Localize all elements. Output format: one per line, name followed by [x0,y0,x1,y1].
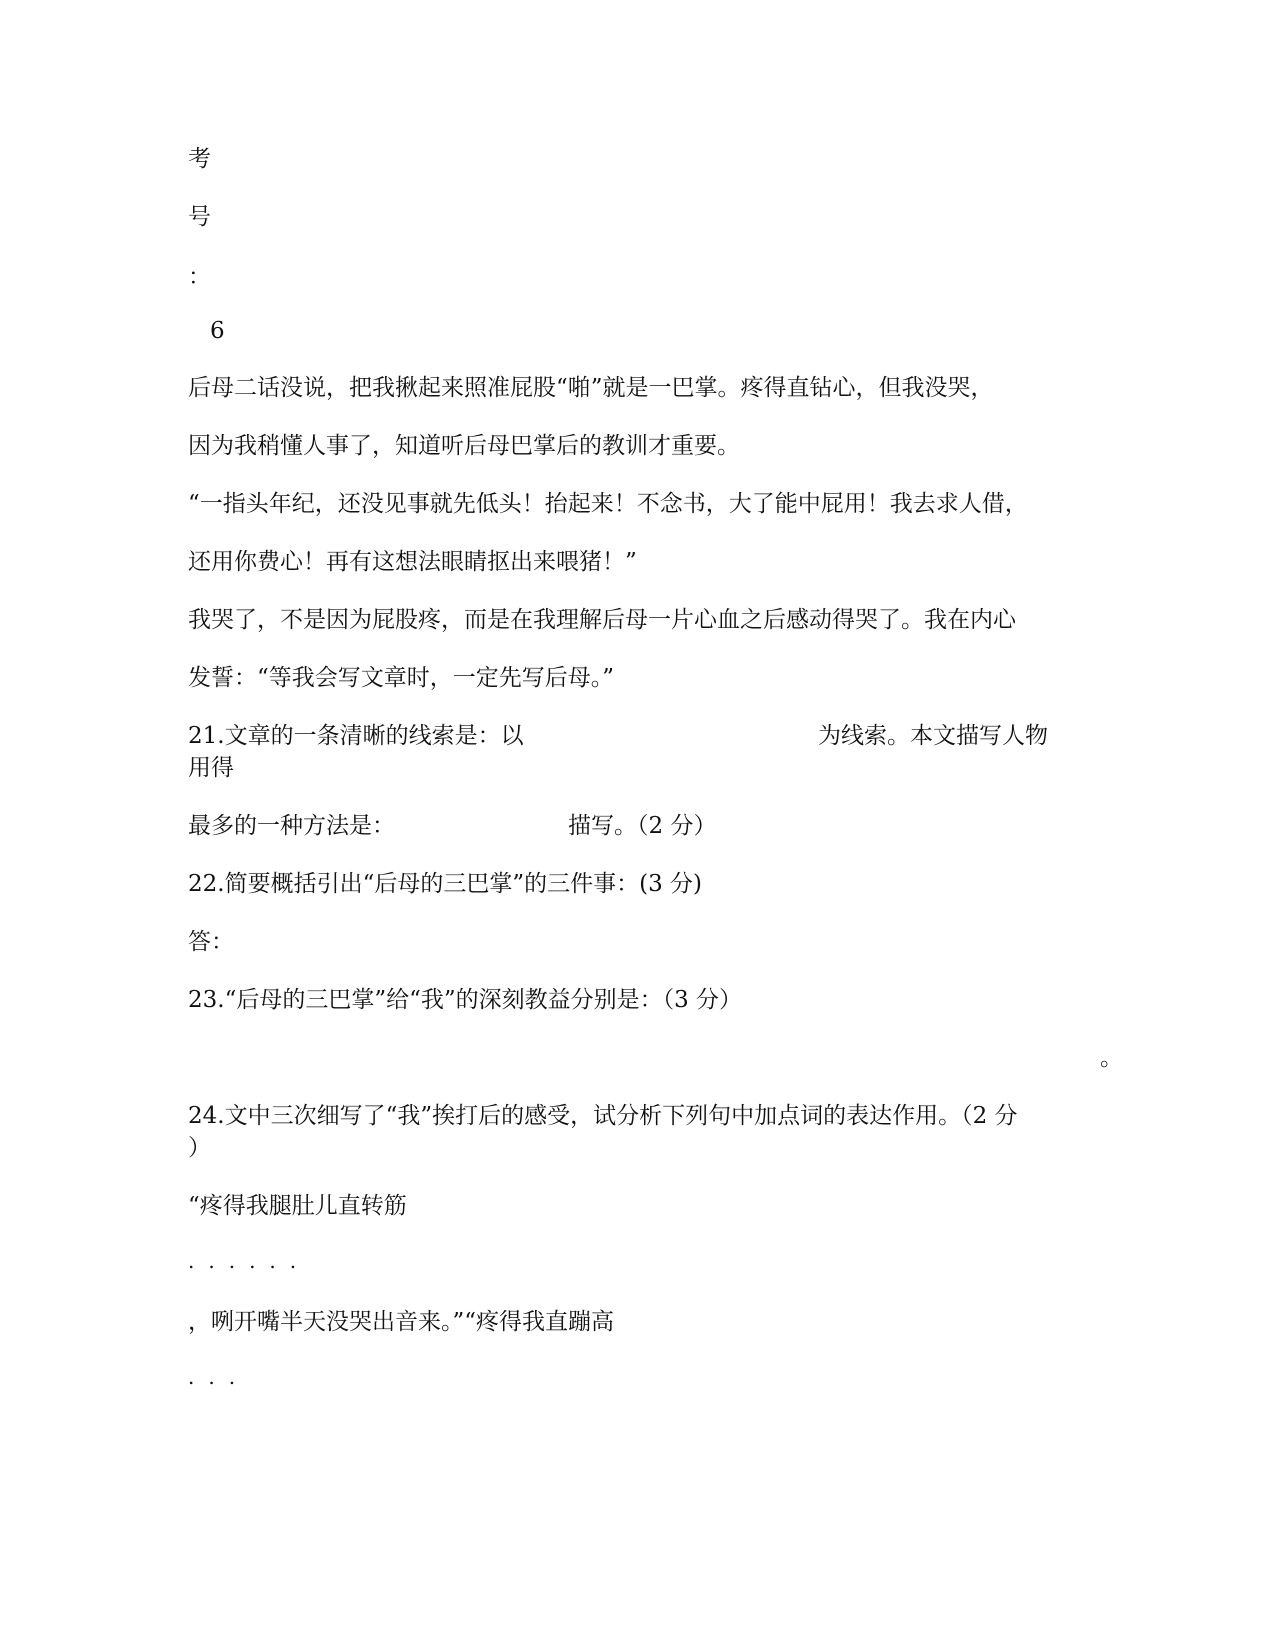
question-21-line2-cont: 描写。（2 分） [568,813,717,839]
passage-p2-line2: 还用你费心！再有这想法眼睛抠出来喂猪！” [188,549,637,575]
question-22-prompt: 22.简要概括引出“后母的三巴掌”的三件事：(3 分) [188,871,702,897]
passage-p1-line1: 后母二话没说，把我揪起来照准屁股“啪”就是一巴掌。疼得直钻心，但我没哭， [188,375,994,401]
emphasis-dots-1: ...... [188,1249,311,1273]
header-colon: ： [188,264,211,290]
question-24-quote2: ，咧开嘴半天没哭出音来。”“疼得我直蹦高 [188,1309,615,1335]
question-21-prompt-cont: 为线索。本文描写人物 [818,723,1048,749]
question-24-quote1: “疼得我腿肚儿直转筋 [188,1193,407,1219]
header-hao: 号 [188,204,211,230]
emphasis-dots-2: ... [188,1365,250,1389]
question-23-end-mark: 。 [1100,1045,1123,1071]
passage-p1-line2: 因为我稍懂人事了，知道听后母巴掌后的教训才重要。 [188,433,740,459]
question-24-prompt-wrap: ） [188,1135,211,1161]
passage-p3-line2: 发誓：“等我会写文章时，一定先写后母。” [188,665,615,691]
page-number: 6 [210,318,225,344]
header-kao: 考 [188,146,211,172]
question-21-line2: 最多的一种方法是： [188,813,395,839]
passage-p2-line1: “一指头年纪，还没见事就先低头！抬起来！不念书，大了能中屁用！我去求人借， [188,491,1028,517]
passage-p3-line1: 我哭了，不是因为屁股疼，而是在我理解后母一片心血之后感动得哭了。我在内心 [188,607,1016,633]
question-21-prompt: 21.文章的一条清晰的线索是：以 [188,723,524,749]
question-21-prompt-wrap: 用得 [188,755,234,781]
question-22-answer-label: 答： [188,929,234,955]
question-23-prompt: 23.“后母的三巴掌”给“我”的深刻教益分别是：（3 分） [188,987,743,1013]
question-24-prompt: 24.文中三次细写了“我”挨打后的感受，试分析下列句中加点词的表达作用。（2 分 [188,1103,1018,1129]
